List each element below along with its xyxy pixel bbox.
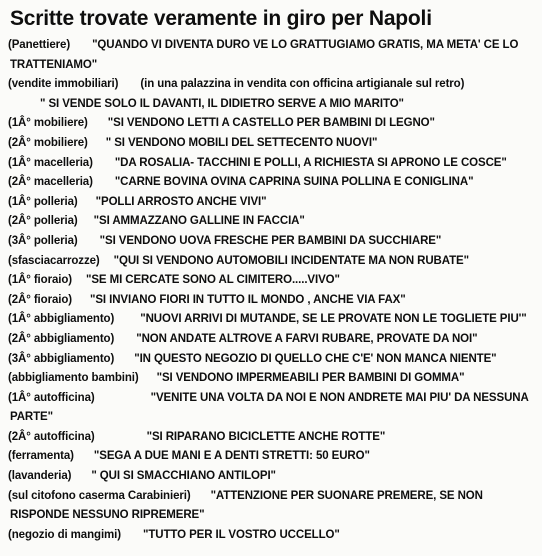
- sign-text: TRATTENIAMO": [10, 58, 98, 71]
- sign-line: [8, 75, 536, 95]
- sign-line: [8, 506, 536, 526]
- sign-text: "SI VENDONO IMPERMEABILI PER BAMBINI DI GOMMA": [156, 372, 465, 385]
- sign-text: "NON ANDATE ALTROVE A FARVI RUBARE, PROVATE DA NOI": [136, 332, 478, 345]
- sign-line: [8, 310, 536, 330]
- sign-text: "SI VENDONO LETTI A CASTELLO PER BAMBINI DI LEGNO": [107, 117, 435, 130]
- sign-text: "SEGA A DUE MANI E A DENTI STRETTI: 50 EURO": [93, 450, 370, 463]
- sign-text: "SI AMMAZZANO GALLINE IN FACCIA": [93, 215, 305, 228]
- shop-label: (2Â° macelleria): [8, 176, 93, 189]
- sign-text: "SI RIPARANO BICICLETTE ANCHE ROTTE": [146, 430, 386, 443]
- sign-line: [8, 526, 536, 546]
- sign-text: "CARNE BOVINA OVINA CAPRINA SUINA POLLINA E CONIGLINA": [114, 176, 474, 189]
- sign-line: [8, 252, 536, 272]
- shop-label: (3Â° polleria): [8, 234, 78, 247]
- shop-label: (lavanderia): [8, 470, 72, 483]
- sign-line: [8, 212, 536, 232]
- sign-line: [8, 193, 536, 213]
- sign-text: "VENITE UNA VOLTA DA NOI E NON ANDRETE MAI PIU' DA NESSUNA: [150, 391, 529, 404]
- sign-line: [8, 232, 536, 252]
- sign-line: [8, 114, 536, 134]
- sign-line: [8, 330, 536, 350]
- shop-label: (2Â° polleria): [8, 215, 78, 228]
- sign-text: " SI VENDONO MOBILI DEL SETTECENTO NUOVI": [105, 136, 378, 149]
- sign-line: [8, 291, 536, 311]
- sign-text: "ATTENZIONE PER SUONARE PREMERE, SE NON: [210, 489, 483, 502]
- shop-label: (sfasciacarrozze): [8, 254, 100, 267]
- sign-text: "SI INVIANO FIORI IN TUTTO IL MONDO , ANCHE VIA FAX": [90, 293, 406, 306]
- shop-label: (1Â° macelleria): [8, 156, 93, 169]
- sign-line: [8, 95, 536, 115]
- sign-text: RISPONDE NESSUNO RIPREMERE": [10, 509, 205, 522]
- sign-line: [8, 56, 536, 76]
- sign-text: "SI VENDONO UOVA FRESCHE PER BAMBINI DA SUCCHIARE": [99, 234, 442, 247]
- sign-text: "SE MI CERCATE SONO AL CIMITERO.....VIVO": [86, 274, 340, 287]
- sign-text: "IN QUESTO NEGOZIO DI QUELLO CHE C'E' NON MANCA NIENTE": [134, 352, 497, 365]
- shop-label: (3Â° abbigliamento): [8, 352, 115, 365]
- sign-text: "QUI SI VENDONO AUTOMOBILI INCIDENTATE MA NON RUBATE": [113, 254, 469, 267]
- sign-line: [8, 487, 536, 507]
- sign-text: " QUI SI SMACCHIANO ANTILOPI": [91, 470, 276, 483]
- shop-label: (2Â° fioraio): [8, 293, 72, 306]
- shop-label: (2Â° mobiliere): [8, 136, 88, 149]
- sign-text: "NUOVI ARRIVI DI MUTANDE, SE LE PROVATE NON LE TOGLIETE PIU'": [140, 313, 527, 326]
- sign-line: [8, 389, 536, 409]
- sign-line: [8, 369, 536, 389]
- sign-line: [8, 134, 536, 154]
- shop-label: (ferramenta): [8, 450, 74, 463]
- shop-label: (abbigliamento bambini): [8, 372, 139, 385]
- sign-line: [8, 467, 536, 487]
- shop-label: (2Â° autofficina): [8, 430, 95, 443]
- sign-text: "QUANDO VI DIVENTA DURO VE LO GRATTUGIAMO GRATIS, MA META' CE LO: [92, 39, 519, 51]
- sign-text: "POLLI ARROSTO ANCHE VIVI": [95, 195, 267, 208]
- sign-line: [8, 271, 536, 291]
- shop-label: (Panettiere): [8, 39, 71, 51]
- shop-label: (2Â° abbigliamento): [8, 332, 115, 345]
- shop-label: (1Â° abbigliamento): [8, 313, 115, 326]
- sign-line: [8, 36, 536, 56]
- sign-line: [8, 428, 536, 448]
- sign-line: [8, 173, 536, 193]
- shop-label: (1Â° mobiliere): [8, 117, 88, 130]
- shop-label: (1Â° fioraio): [8, 274, 72, 287]
- sign-text: "DA ROSALIA- TACCHINI E POLLI, A RICHIESTA SI APRONO LE COSCE": [114, 156, 507, 169]
- sign-text: " SI VENDE SOLO IL DAVANTI, IL DIDIETRO SERVE A MIO MARITO": [40, 97, 404, 110]
- sign-text: "TUTTO PER IL VOSTRO UCCELLO": [143, 528, 340, 541]
- signs-list: [8, 36, 536, 545]
- sign-line: [8, 408, 536, 428]
- document-title: Scritte trovate veramente in giro per Napoli: [10, 7, 432, 30]
- shop-label: (1Â° polleria): [8, 195, 78, 208]
- sign-text: (in una palazzina in vendita con officina artigianale sul retro): [140, 78, 465, 91]
- sign-line: [8, 350, 536, 370]
- shop-label: (negozio di mangimi): [8, 528, 121, 541]
- shop-label: (vendite immobiliari): [8, 78, 119, 91]
- shop-label: (sul citofono caserma Carabinieri): [8, 489, 191, 502]
- shop-label: (1Â° autofficina): [8, 391, 95, 404]
- sign-line: [8, 447, 536, 467]
- sign-line: [8, 154, 536, 174]
- sign-text: PARTE": [10, 411, 53, 424]
